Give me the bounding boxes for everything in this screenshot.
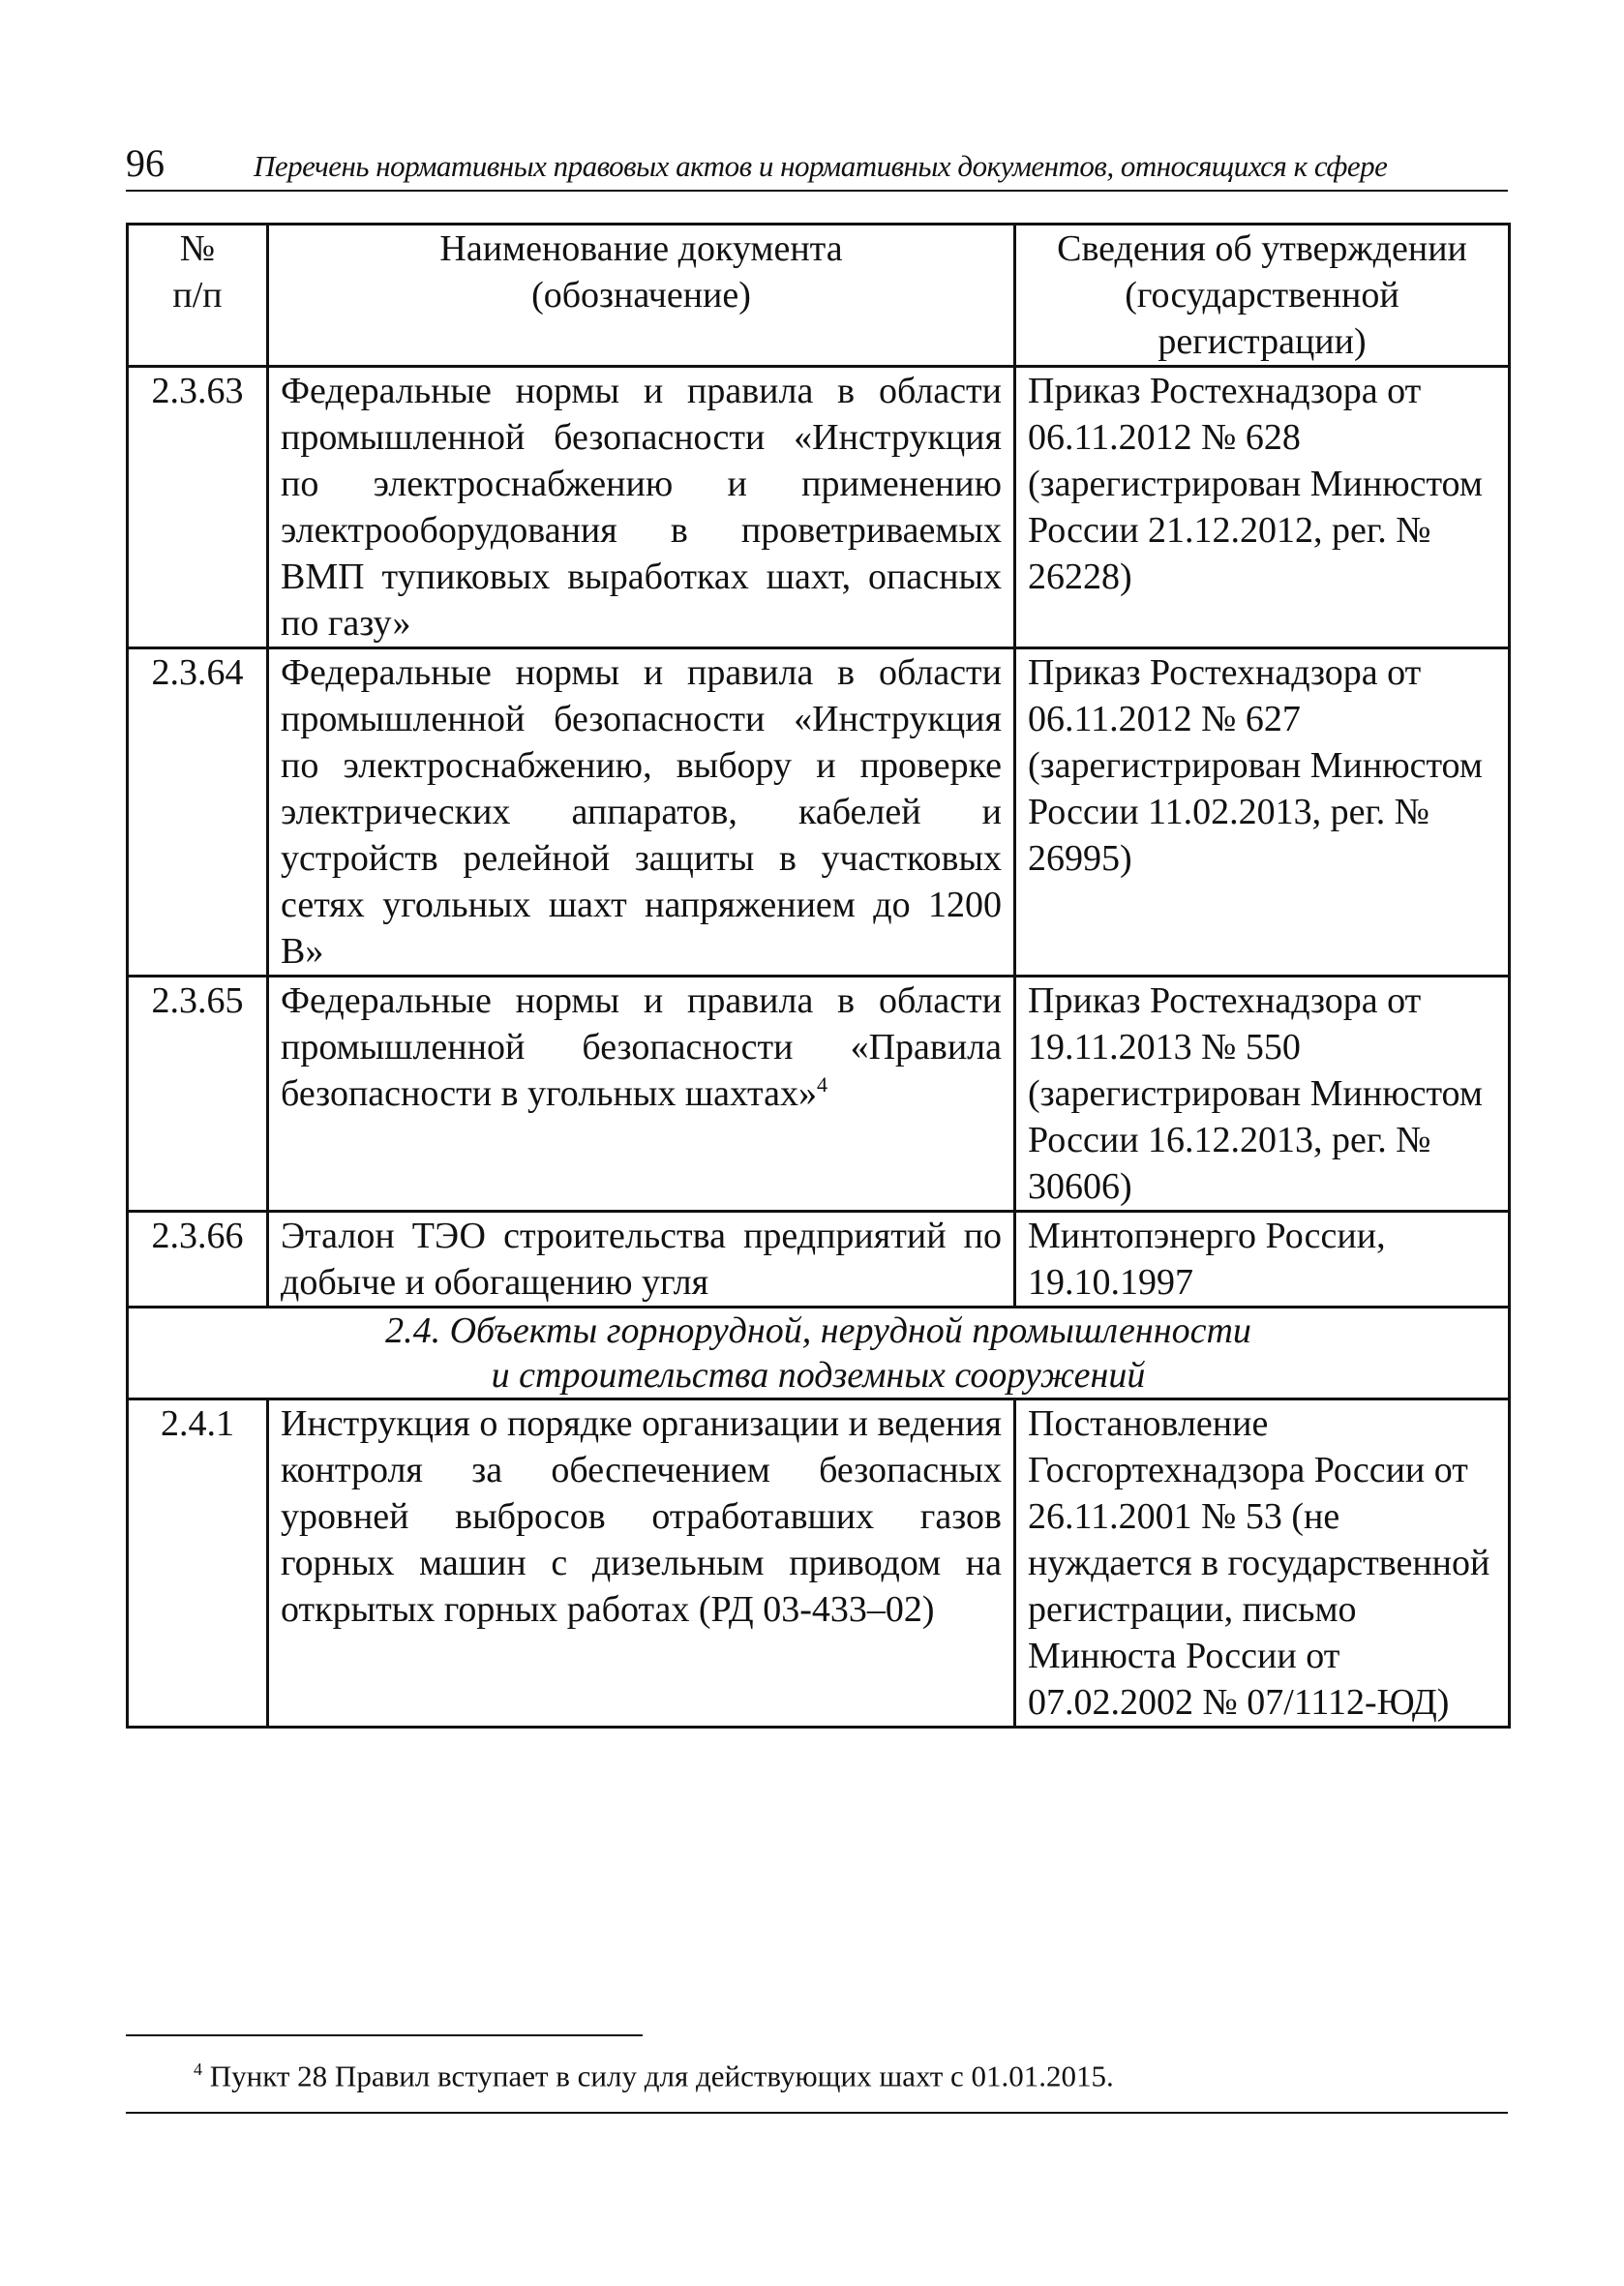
table-row — [128, 648, 1510, 977]
header-num-line2: п/п — [172, 275, 223, 316]
table-row — [128, 977, 1510, 1212]
header-approval — [1015, 225, 1510, 367]
approval-info: Приказ Ростехнадзора от 19.11.2013 № 550 (зарегистрирован Минюстом России 16.12.2013, рег. № 30606) — [1015, 977, 1510, 1212]
section-heading-row — [128, 1308, 1510, 1399]
table-row — [128, 1399, 1510, 1728]
footnote-divider — [126, 2034, 643, 2036]
table-row — [128, 1212, 1510, 1308]
approval-info: Минтопэнерго России, 19.10.1997 — [1015, 1212, 1510, 1308]
header-num — [128, 225, 268, 367]
document-name: Эталон ТЭО строительства предприятий по добыче и обогащению угля — [268, 1212, 1015, 1308]
document-name: Инструкция о порядке организации и ведения контроля за обеспечением безопасных уровней выбросов отработавших газов горных машин с дизельным приводом на открытых горных работах (РД 03-433–02) — [268, 1399, 1015, 1728]
section-heading-line1: 2.4. Объекты горнорудной, нерудной промышленности — [385, 1310, 1251, 1351]
page-number: 96 — [126, 141, 165, 185]
bottom-divider — [126, 2112, 1508, 2114]
footnote — [194, 2050, 1114, 2095]
table-header-row — [128, 225, 1510, 367]
row-number: 2.3.66 — [128, 1212, 268, 1308]
header-num-line1: № — [179, 228, 216, 269]
header-approval-line3: регистрации) — [1158, 321, 1367, 362]
row-number: 2.3.63 — [128, 367, 268, 648]
document-name — [268, 977, 1015, 1212]
document-name-text: Федеральные нормы и правила в области промышленной безопасности «Правила безопасности в угольных шахтах» — [281, 980, 1002, 1114]
row-number: 2.4.1 — [128, 1399, 268, 1728]
table-row — [128, 367, 1510, 648]
section-heading — [128, 1308, 1510, 1399]
document-name: Федеральные нормы и правила в области промышленной безопасности «Инструкция по электроснабжению и применению электрооборудования в проветриваемых ВМП тупиковых выработках шахт, опасных по газу» — [268, 367, 1015, 648]
header-approval-line2: (государственной — [1125, 275, 1399, 316]
approval-info: Приказ Ростехнадзора от 06.11.2012 № 628 (зарегистрирован Минюстом России 21.12.2012, рег. № 26228) — [1015, 367, 1510, 648]
header-approval-line1: Сведения об утверждении — [1057, 228, 1467, 269]
approval-info: Постановление Госгортехнадзора России от 26.11.2001 № 53 (не нуждается в государственной регистрации, письмо Минюста России от 07.02.2002 № 07/1112-ЮД) — [1015, 1399, 1510, 1728]
page-header — [126, 141, 1508, 192]
section-heading-line2: и строительства подземных сооружений — [491, 1355, 1146, 1396]
footnote-text: Пункт 28 Правил вступает в силу для действующих шахт с 01.01.2015. — [209, 2059, 1114, 2093]
documents-table — [126, 223, 1511, 1729]
document-name: Федеральные нормы и правила в области промышленной безопасности «Инструкция по электроснабжению, выбору и проверке электрических аппаратов, кабелей и устройств релейной защиты в участковых сетях угольных шахт напряжением до 1200 В» — [268, 648, 1015, 977]
running-title: Перечень нормативных правовых актов и нормативных документов, относящихся к сфере — [254, 149, 1388, 183]
header-name-line1: Наименование документа — [439, 228, 843, 269]
approval-info: Приказ Ростехнадзора от 06.11.2012 № 627 (зарегистрирован Минюстом России 11.02.2013, рег. № 26995) — [1015, 648, 1510, 977]
footnote-reference[interactable]: 4 — [816, 1072, 827, 1097]
footnote-mark: 4 — [194, 2060, 202, 2079]
header-name — [268, 225, 1015, 367]
header-name-line2: (обозначение) — [531, 275, 751, 316]
row-number: 2.3.64 — [128, 648, 268, 977]
row-number: 2.3.65 — [128, 977, 268, 1212]
